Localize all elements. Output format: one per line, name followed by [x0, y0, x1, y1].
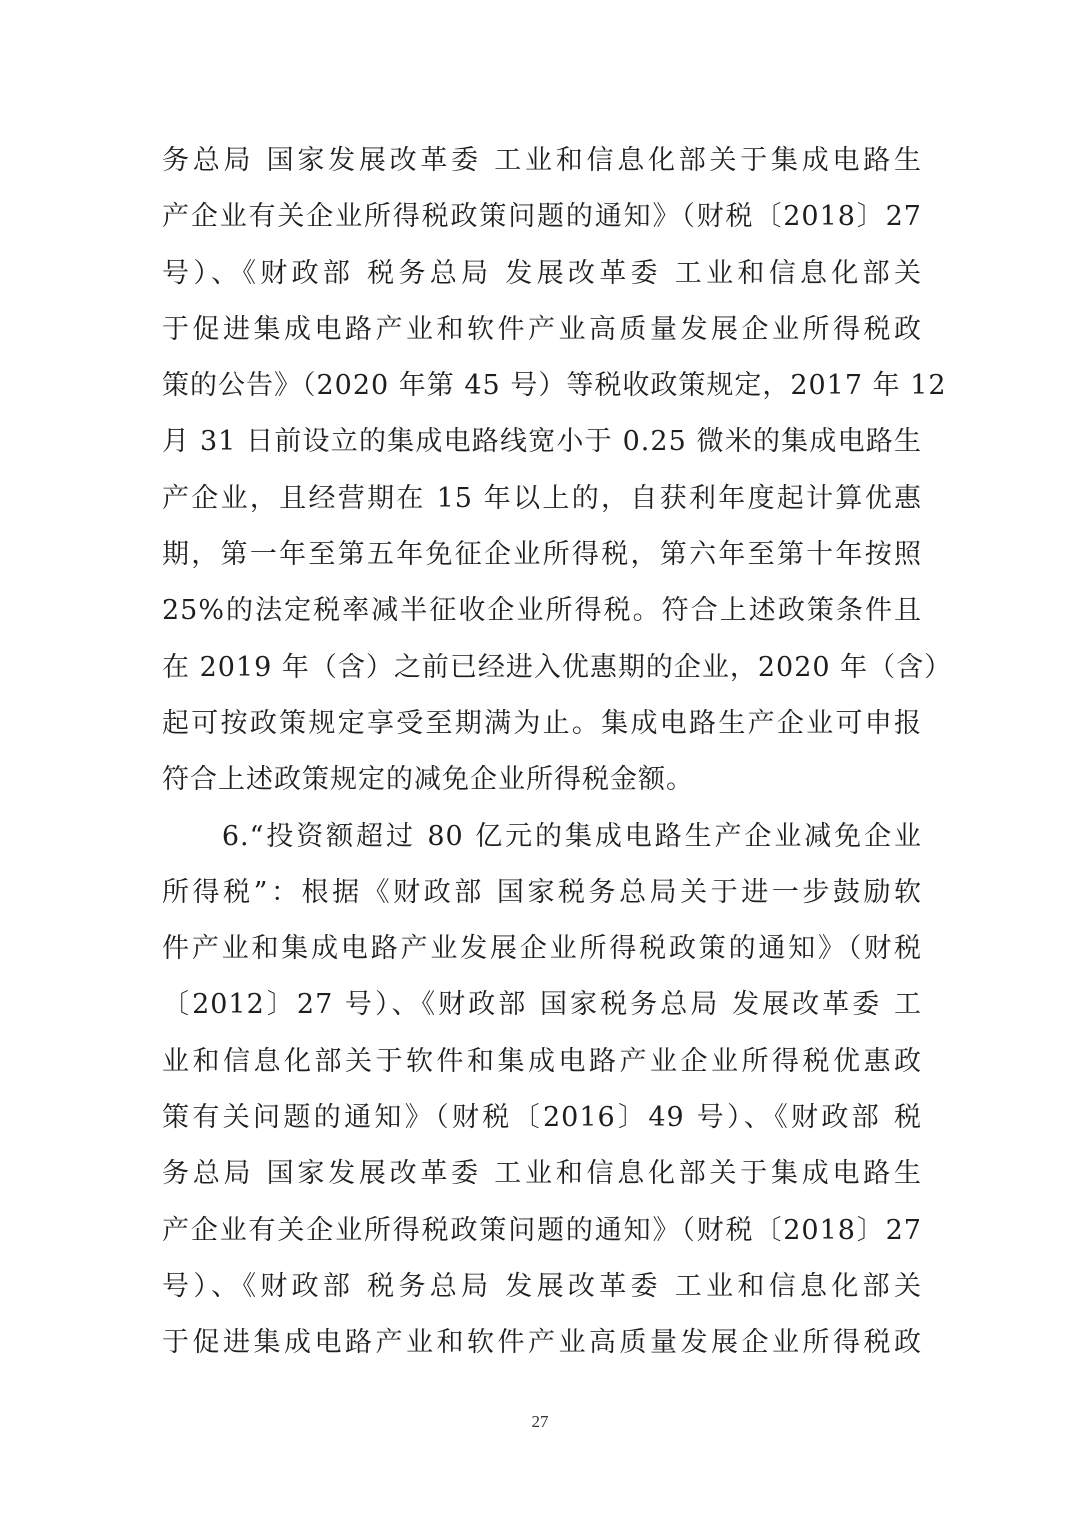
text-line: 务总局 国家发展改革委 工业和信息化部关于集成电路生: [162, 145, 922, 176]
text-line: 务总局 国家发展改革委 工业和信息化部关于集成电路生: [162, 1158, 922, 1190]
body-text: [162, 133, 953, 1372]
text-line: 产企业有关企业所得税政策问题的通知》（财税〔2018〕27: [162, 1214, 922, 1246]
text-line: 产企业，且经营期在 15 年以上的，自获利年度起计算优惠: [162, 482, 922, 514]
text-line: 在 2019 年（含）之前已经进入优惠期的企业，2020 年（含）: [162, 651, 953, 683]
text-line: 于促进集成电路产业和软件产业高质量发展企业所得税政: [162, 313, 922, 345]
text-line: 产企业有关企业所得税政策问题的通知》（财税〔2018〕27: [162, 201, 922, 233]
text-line: 符合上述政策规定的减免企业所得税金额。: [162, 764, 694, 796]
text-line: 于促进集成电路产业和软件产业高质量发展企业所得税政: [162, 1327, 922, 1359]
text-line: 〔2012〕27 号）、《财政部 国家税务总局 发展改革委 工: [162, 989, 922, 1021]
text-line: 业和信息化部关于软件和集成电路产业企业所得税优惠政: [162, 1045, 922, 1077]
text-line: 号）、《财政部 税务总局 发展改革委 工业和信息化部关: [162, 257, 922, 289]
text-line: 月 31 日前设立的集成电路线宽小于 0.25 微米的集成电路生: [162, 426, 922, 458]
text-line: 所得税”：根据《财政部 国家税务总局关于进一步鼓励软: [162, 876, 922, 908]
text-line: 策有关问题的通知》（财税〔2016〕49 号）、《财政部 税: [162, 1102, 922, 1134]
page-number: 27: [531, 1412, 549, 1431]
text-line: 6.“投资额超过 80 亿元的集成电路生产企业减免企业: [162, 820, 922, 852]
text-line: 策的公告》（2020 年第 45 号）等税收政策规定，2017 年 12: [162, 370, 947, 402]
text-line: 件产业和集成电路产业发展企业所得税政策的通知》（财税: [162, 933, 922, 965]
text-line: 期，第一年至第五年免征企业所得税，第六年至第十年按照: [162, 539, 922, 571]
text-line: 起可按政策规定享受至期满为止。集成电路生产企业可申报: [162, 707, 922, 739]
text-line: 号）、《财政部 税务总局 发展改革委 工业和信息化部关: [162, 1270, 922, 1302]
text-line: 25%的法定税率减半征收企业所得税。符合上述政策条件且: [162, 595, 922, 627]
